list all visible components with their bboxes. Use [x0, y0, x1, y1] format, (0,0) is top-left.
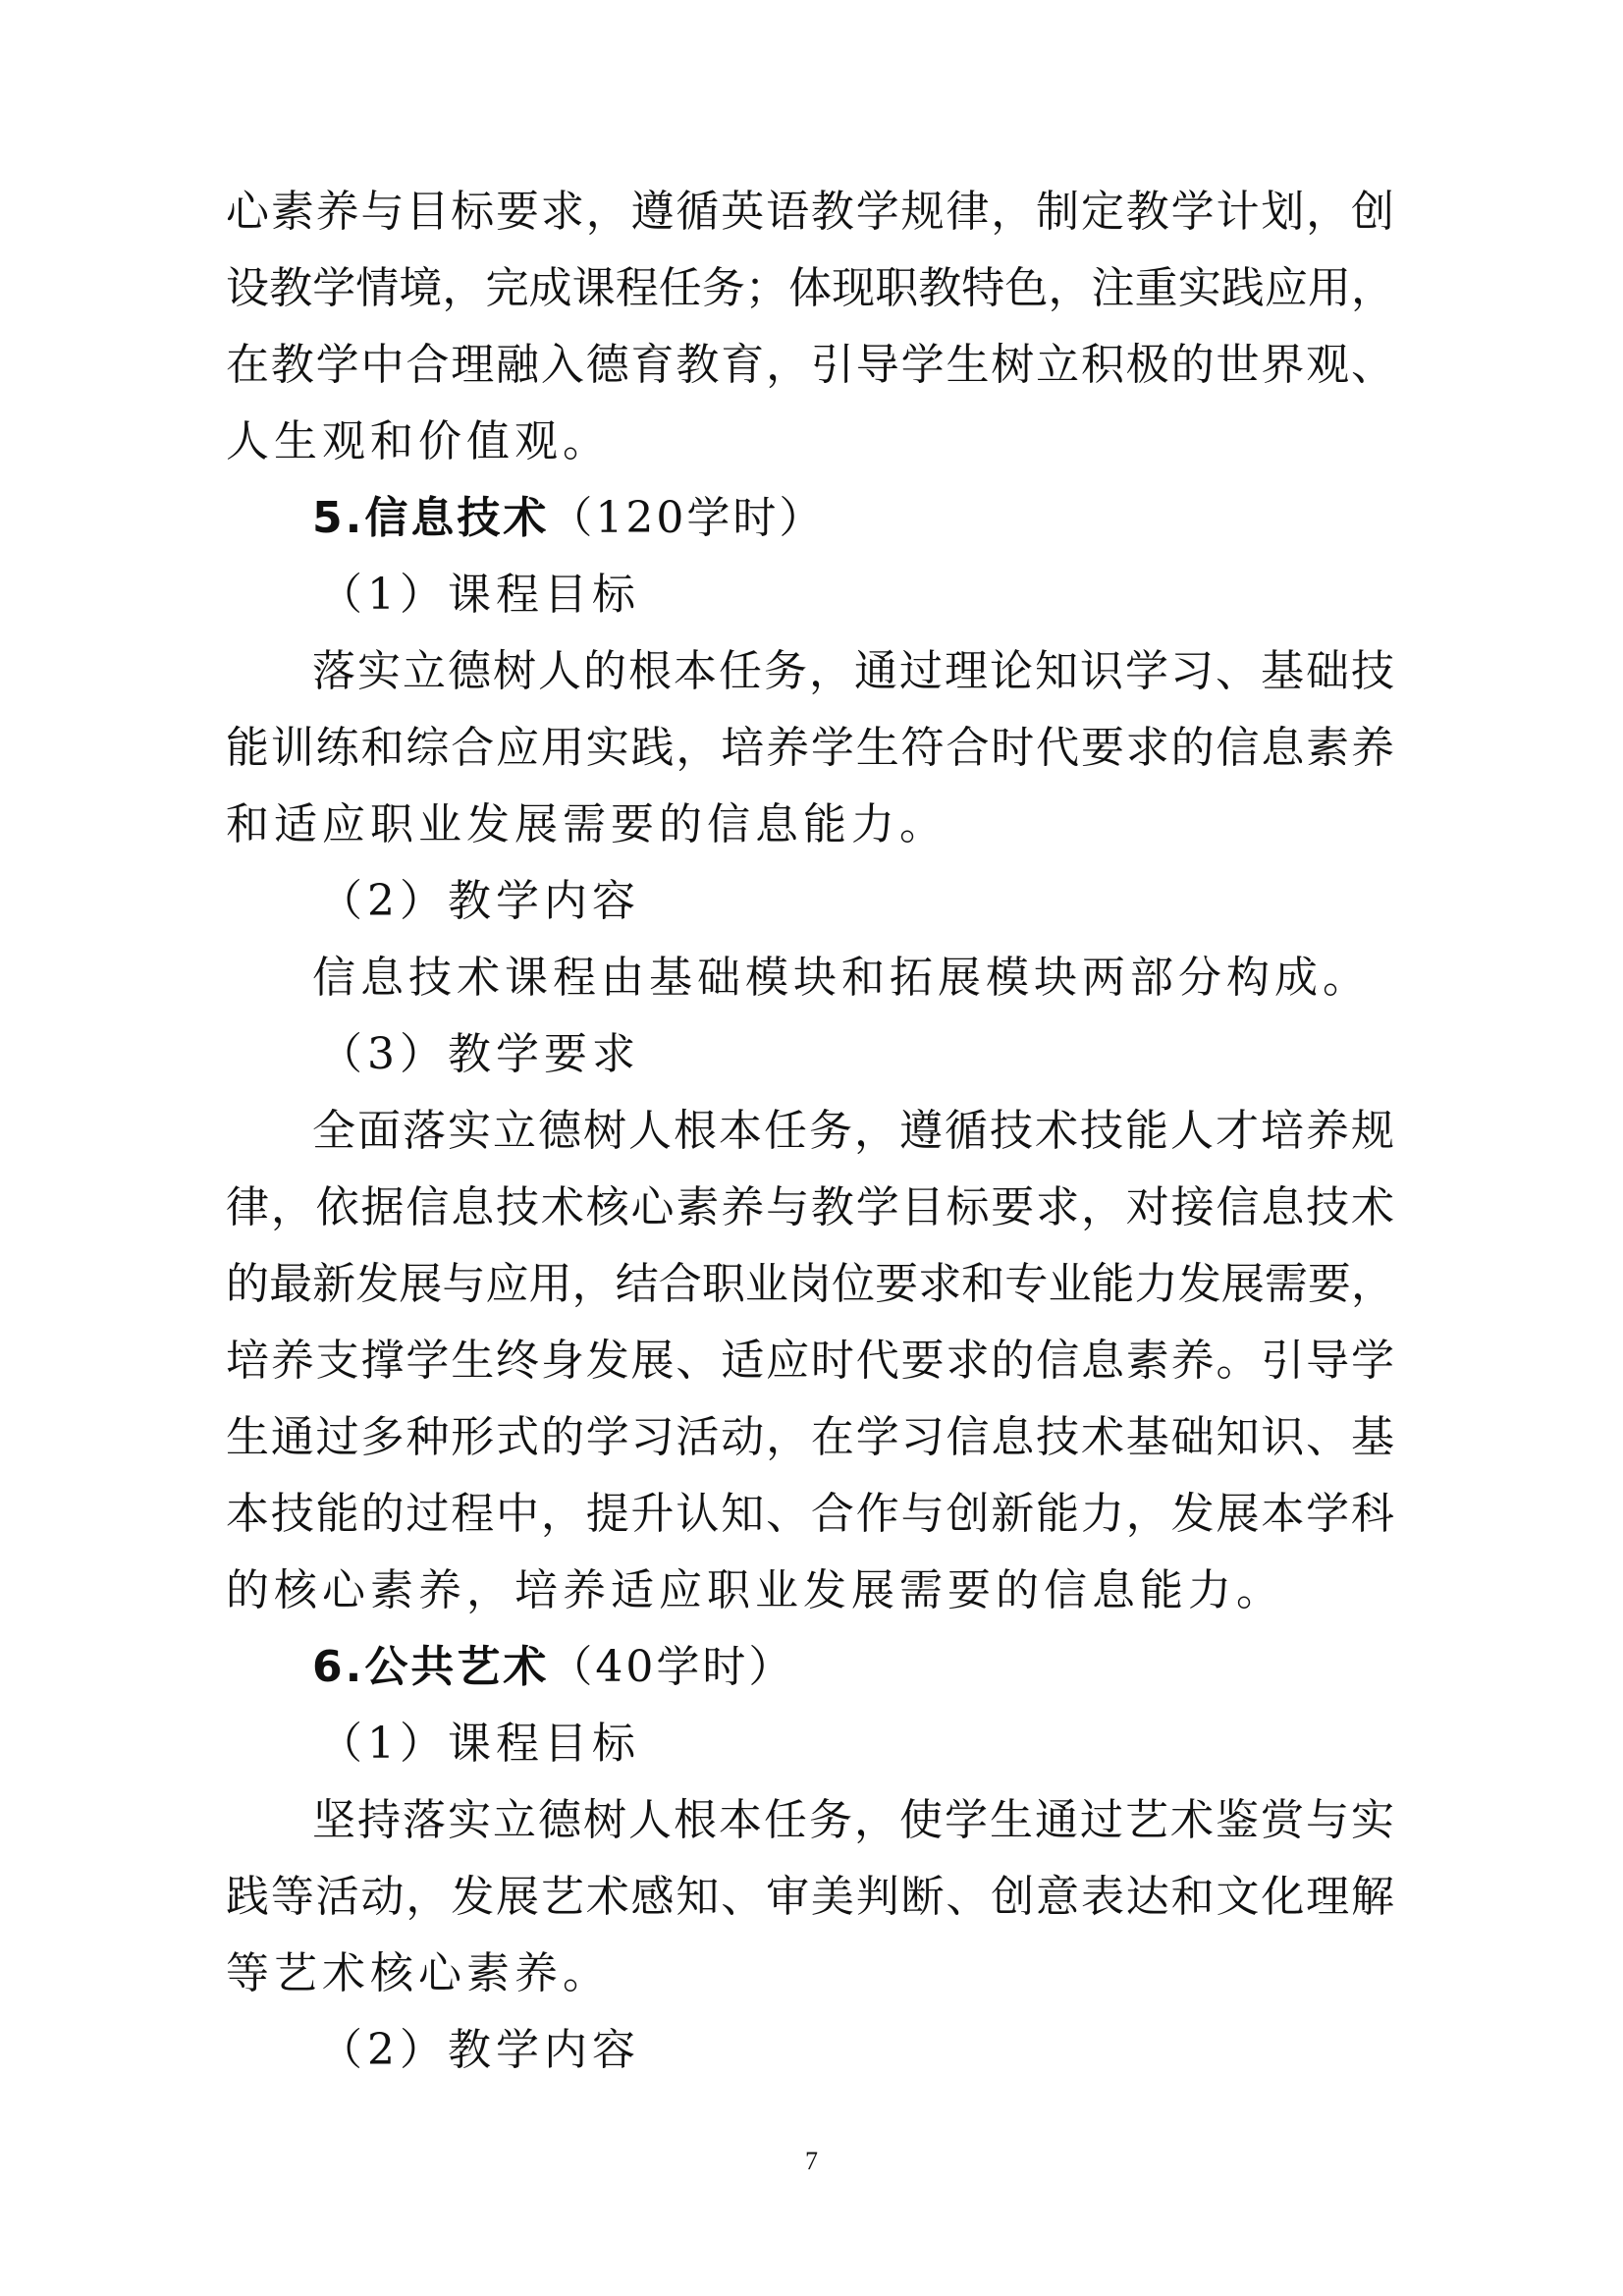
paragraph-line: 能训练和综合应用实践，培养学生符合时代要求的信息素养: [226, 723, 1394, 773]
paragraph-line: 本技能的过程中，提升认知、合作与创新能力，发展本学科: [226, 1489, 1394, 1539]
paragraph-line: 全面落实立德树人根本任务，遵循技术技能人才培养规: [312, 1106, 1394, 1156]
section-hours: （120学时）: [549, 493, 826, 543]
subsection-heading: （1）课程目标: [319, 1719, 640, 1769]
paragraph-line: 心素养与目标要求，遵循英语教学规律，制定教学计划，创: [226, 187, 1394, 237]
section-title: 信息技术: [364, 493, 550, 543]
paragraph-line: 落实立德树人的根本任务，通过理论知识学习、基础技: [312, 646, 1394, 696]
paragraph-line: 的核心素养，培养适应职业发展需要的信息能力。: [226, 1565, 1284, 1615]
paragraph-line: 生通过多种形式的学习活动，在学习信息技术基础知识、基: [226, 1412, 1394, 1462]
paragraph-line: 设教学情境，完成课程任务；体现职教特色，注重实践应用，: [226, 263, 1394, 313]
subsection-heading: （1）课程目标: [319, 570, 640, 620]
paragraph-line: 人生观和价值观。: [226, 416, 611, 466]
page-number: 7: [805, 2147, 818, 2175]
section-heading-5: [312, 489, 1394, 548]
subsection-heading: （2）教学内容: [319, 876, 640, 926]
subsection-heading: （2）教学内容: [319, 2025, 640, 2075]
section-heading-6: [312, 1638, 1394, 1697]
section-number: 6.: [312, 1642, 365, 1692]
paragraph-line: 和适应职业发展需要的信息能力。: [226, 799, 947, 849]
paragraph-line: 坚持落实立德树人根本任务，使学生通过艺术鉴赏与实: [312, 1795, 1394, 1845]
subsection-heading: （3）教学要求: [319, 1029, 640, 1079]
paragraph-line: 培养支撑学生终身发展、适应时代要求的信息素养。引导学: [226, 1336, 1394, 1386]
paragraph-line: 的最新发展与应用，结合职业岗位要求和专业能力发展需要，: [226, 1259, 1394, 1309]
section-hours: （40学时）: [549, 1642, 795, 1692]
paragraph-line: 等艺术核心素养。: [226, 1948, 611, 1998]
paragraph-line: 践等活动，发展艺术感知、审美判断、创意表达和文化理解: [226, 1872, 1394, 1922]
section-number: 5.: [312, 493, 365, 543]
section-title: 公共艺术: [364, 1642, 550, 1692]
paragraph-line: 信息技术课程由基础模块和拓展模块两部分构成。: [312, 953, 1371, 1003]
paragraph-line: 在教学中合理融入德育教育，引导学生树立积极的世界观、: [226, 340, 1394, 390]
paragraph-line: 律，依据信息技术核心素养与教学目标要求，对接信息技术: [226, 1182, 1394, 1232]
